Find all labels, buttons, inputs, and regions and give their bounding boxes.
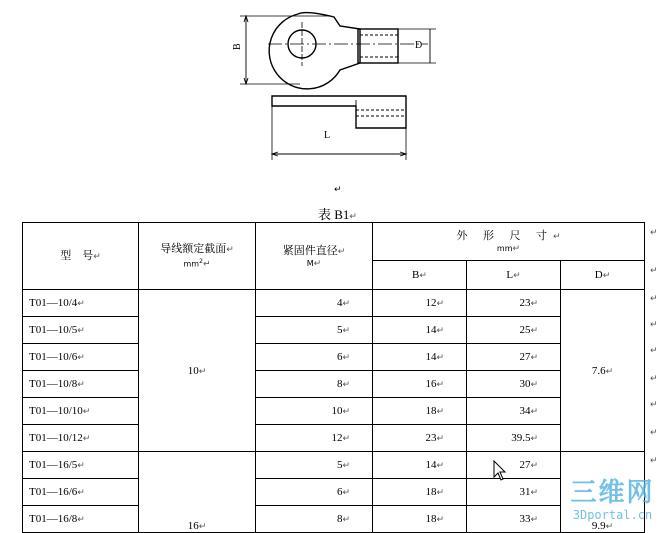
- paragraph-mark: ↵: [650, 428, 658, 438]
- label-B: B: [232, 43, 243, 50]
- table-row: [23, 398, 645, 425]
- table-row: [23, 371, 645, 398]
- paragraph-mark: ↵: [650, 374, 658, 384]
- paragraph-mark: ↵: [349, 212, 357, 222]
- table-row: [23, 425, 645, 452]
- cell-D: 7.6↵: [561, 290, 645, 452]
- header-dims: 外 形 尺 寸↵ mm↵: [373, 223, 645, 261]
- cell-B: 12↵: [373, 290, 467, 317]
- cell-M: 6↵: [256, 344, 373, 371]
- paragraph-mark: ↵: [650, 456, 658, 466]
- cell-B: 14↵: [373, 344, 467, 371]
- mouse-cursor-icon: [493, 460, 507, 482]
- cell-model: T01—16/5↵: [23, 452, 139, 479]
- label-L: L: [324, 130, 331, 141]
- cell-model: T01—10/4↵: [23, 290, 139, 317]
- header-fastener: 紧固件直径↵ M↵: [256, 223, 373, 290]
- header-B: B↵: [373, 261, 467, 290]
- cell-B: 18↵: [373, 506, 467, 533]
- cell-model: T01—16/6↵: [23, 479, 139, 506]
- header-model: 型 号↵: [23, 223, 139, 290]
- cell-M: 12↵: [256, 425, 373, 452]
- cell-D: 9.9↵: [561, 452, 645, 533]
- cell-L: 27↵: [467, 452, 561, 479]
- table-row: [23, 290, 645, 317]
- label-D: D: [415, 40, 423, 51]
- cell-section: 10↵: [139, 290, 256, 452]
- table-row: [23, 317, 645, 344]
- cell-L: 33↵: [467, 506, 561, 533]
- cell-L: 31↵: [467, 479, 561, 506]
- cell-model: T01—10/6↵: [23, 344, 139, 371]
- watermark-small: 3Dportal.cn: [572, 508, 653, 522]
- cell-L: 23↵: [467, 290, 561, 317]
- table-row: [23, 344, 645, 371]
- cell-M: 8↵: [256, 371, 373, 398]
- paragraph-mark: ↵: [334, 185, 342, 195]
- table-row: [23, 506, 645, 533]
- cell-B: 16↵: [373, 371, 467, 398]
- cell-model: T01—10/12↵: [23, 425, 139, 452]
- paragraph-mark: ↵: [650, 320, 658, 330]
- table-row: [23, 452, 645, 479]
- paragraph-mark: ↵: [650, 346, 658, 356]
- terminal-drawing: [0, 0, 665, 200]
- cell-M: 5↵: [256, 452, 373, 479]
- cell-B: 23↵: [373, 425, 467, 452]
- cell-B: 14↵: [373, 452, 467, 479]
- cell-model: T01—10/5↵: [23, 317, 139, 344]
- cell-L: 39.5↵: [467, 425, 561, 452]
- cell-B: 14↵: [373, 317, 467, 344]
- table-row: [23, 479, 645, 506]
- cell-B: 18↵: [373, 398, 467, 425]
- cell-section: 16↵: [139, 452, 256, 533]
- cell-model: T01—10/10↵: [23, 398, 139, 425]
- paragraph-mark: ↵: [650, 294, 658, 304]
- caption-text: 表 B1: [318, 207, 350, 222]
- cell-M: 10↵: [256, 398, 373, 425]
- watermark-big: 三维网: [570, 478, 655, 508]
- paragraph-mark: ↵: [650, 228, 658, 238]
- paragraph-mark: ↵: [650, 266, 658, 276]
- cell-model: T01—10/8↵: [23, 371, 139, 398]
- table-caption: [318, 204, 357, 223]
- cell-L: 27↵: [467, 344, 561, 371]
- watermark-logo: [560, 478, 665, 530]
- header-L: L↵: [467, 261, 561, 290]
- paragraph-mark: ↵: [650, 400, 658, 410]
- header-section: 导线额定截面↵ $mm^2↵$: [139, 223, 256, 290]
- cell-B: 18↵: [373, 479, 467, 506]
- header-D: D↵: [561, 261, 645, 290]
- cell-M: 8↵: [256, 506, 373, 533]
- cell-model: T01—16/8↵: [23, 506, 139, 533]
- cell-L: 30↵: [467, 371, 561, 398]
- cell-M: 4↵: [256, 290, 373, 317]
- top-view: [240, 13, 436, 89]
- side-view: [272, 96, 406, 160]
- spec-table: [22, 222, 645, 533]
- cell-M: 5↵: [256, 317, 373, 344]
- cell-L: 34↵: [467, 398, 561, 425]
- cell-L: 25↵: [467, 317, 561, 344]
- cell-M: 6↵: [256, 479, 373, 506]
